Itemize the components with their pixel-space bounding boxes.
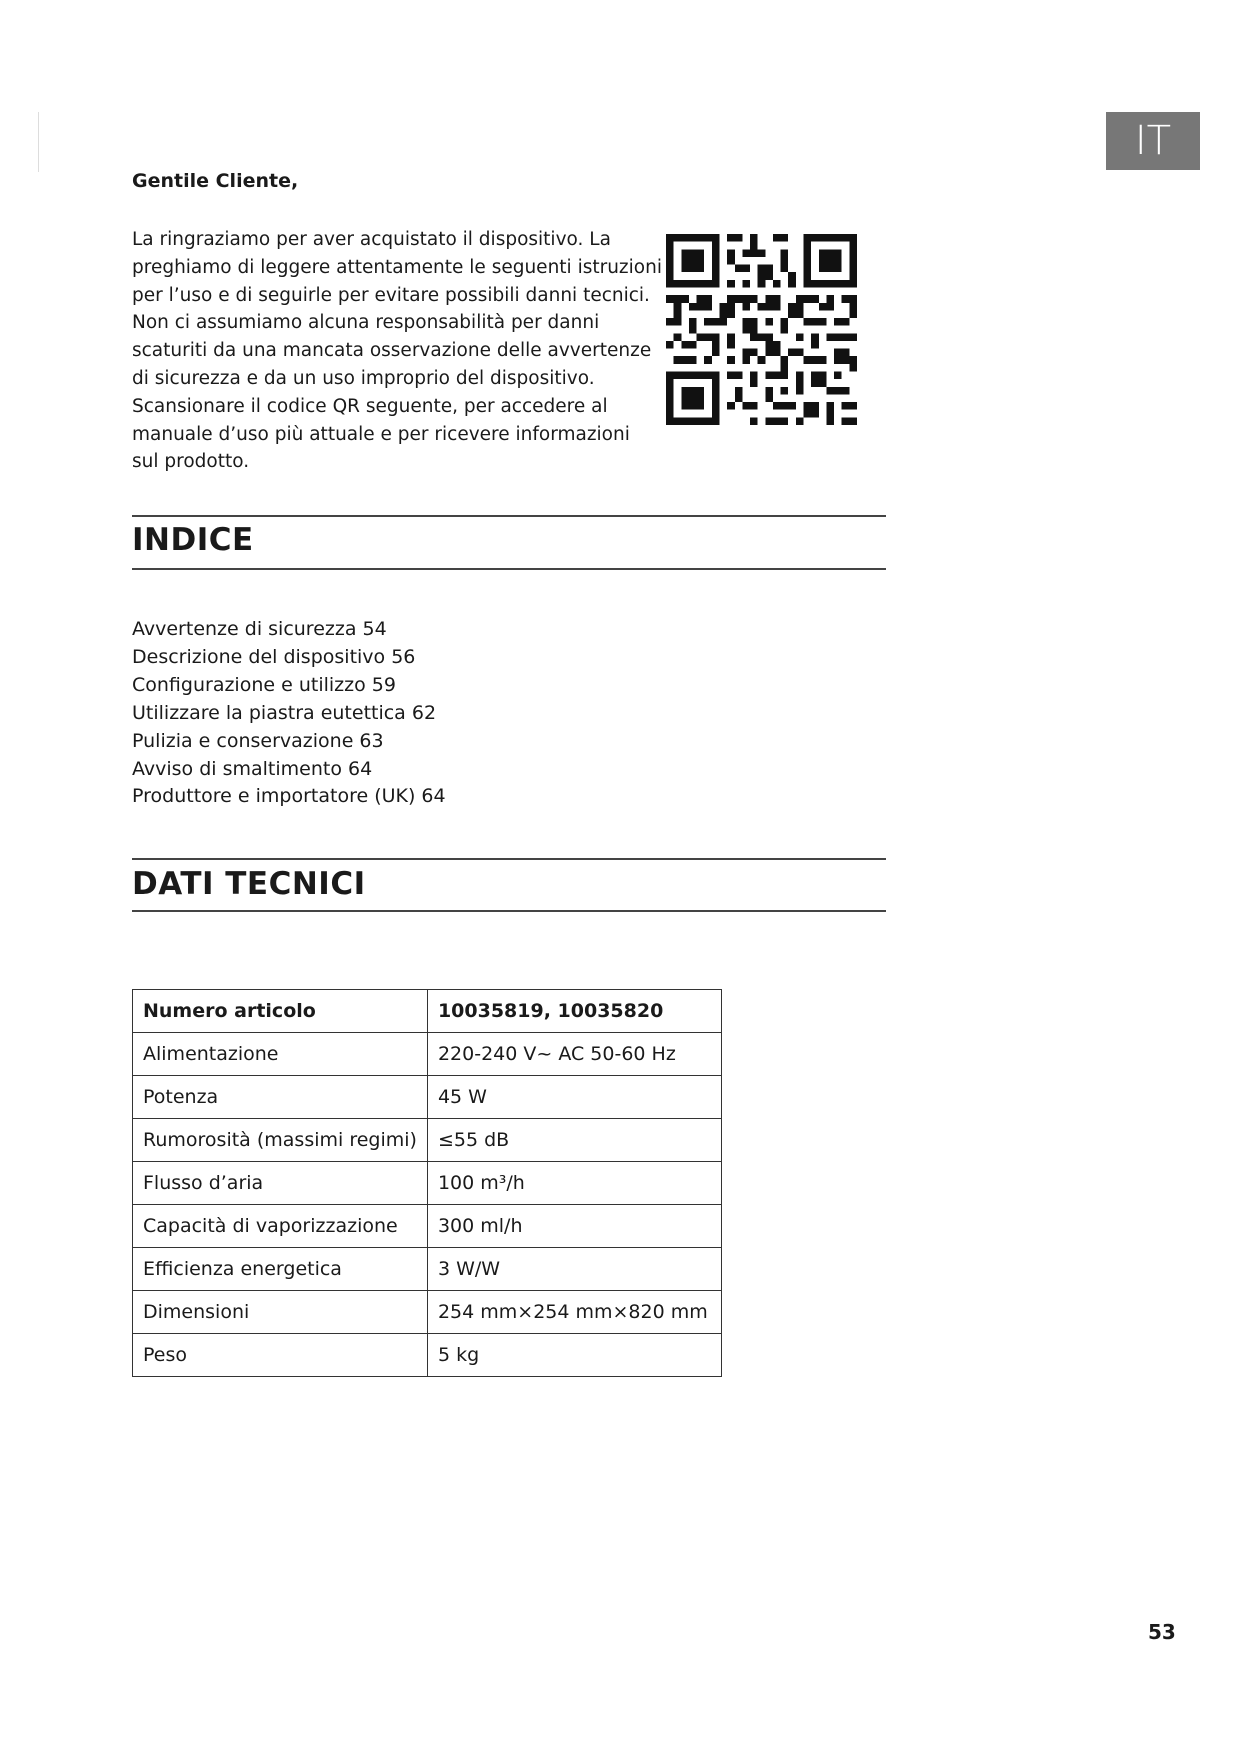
spec-value: 3 W/W — [427, 1248, 721, 1291]
language-tab: IT — [1106, 112, 1200, 170]
index-rule-bottom — [132, 568, 886, 570]
index-item[interactable]: Descrizione del dispositivo 56 — [132, 645, 416, 668]
table-row — [133, 1119, 722, 1162]
index-item[interactable]: Utilizzare la piastra eutettica 62 — [132, 701, 437, 724]
spec-value: 10035819, 10035820 — [427, 990, 721, 1033]
intro-paragraph — [132, 226, 662, 476]
index-list — [132, 616, 446, 811]
index-item[interactable]: Produttore e importatore (UK) 64 — [132, 785, 446, 808]
margin-line — [38, 112, 39, 172]
intro-line: Non ci assumiamo alcuna responsabilità per danni — [132, 312, 600, 334]
table-row — [133, 1334, 722, 1377]
index-item[interactable]: Pulizia e conservazione 63 — [132, 729, 384, 752]
technical-data-rule-top — [132, 858, 886, 860]
spec-label: Alimentazione — [133, 1033, 428, 1076]
spec-label: Peso — [133, 1334, 428, 1377]
table-row — [133, 1076, 722, 1119]
table-row — [133, 990, 722, 1033]
intro-line: La ringraziamo per aver acquistato il dispositivo. La — [132, 229, 611, 250]
index-item[interactable]: Avvertenze di sicurezza 54 — [132, 618, 387, 640]
table-row — [133, 1205, 722, 1248]
spec-label: Numero articolo — [133, 990, 428, 1033]
index-title: INDICE — [132, 522, 254, 558]
qr-code[interactable] — [666, 234, 857, 425]
table-row — [133, 1248, 722, 1291]
index-rule-top — [132, 515, 886, 517]
spec-value: 100 m³/h — [427, 1162, 721, 1205]
technical-data-rule-bottom — [132, 910, 886, 912]
spec-label: Flusso d’aria — [133, 1162, 428, 1205]
spec-label: Potenza — [133, 1076, 428, 1119]
spec-value: 254 mm×254 mm×820 mm — [427, 1291, 721, 1334]
spec-label: Efficienza energetica — [133, 1248, 428, 1291]
table-row — [133, 1291, 722, 1334]
table-row — [133, 1033, 722, 1076]
intro-line: per l’uso e di seguirle per evitare possibili danni tecnici. — [132, 284, 650, 306]
spec-value: 45 W — [427, 1076, 721, 1119]
intro-line: sul prodotto. — [132, 451, 250, 473]
spec-value: 220-240 V~ AC 50-60 Hz — [427, 1033, 721, 1076]
index-item[interactable]: Avviso di smaltimento 64 — [132, 757, 373, 780]
page-number: 53 — [1148, 1620, 1176, 1644]
table-row — [133, 1162, 722, 1205]
intro-line: Scansionare il codice QR seguente, per accedere al — [132, 395, 608, 417]
greeting: Gentile Cliente, — [132, 170, 299, 192]
spec-value: ≤55 dB — [427, 1119, 721, 1162]
intro-line: di sicurezza e da un uso improprio del dispositivo. — [132, 367, 595, 389]
intro-line: preghiamo di leggere attentamente le seguenti istruzioni — [132, 256, 662, 278]
spec-label: Dimensioni — [133, 1291, 428, 1334]
spec-value: 5 kg — [427, 1334, 721, 1377]
technical-data-table — [132, 989, 722, 1377]
index-item[interactable]: Configurazione e utilizzo 59 — [132, 673, 396, 696]
technical-data-title: DATI TECNICI — [132, 866, 366, 902]
spec-label: Capacità di vaporizzazione — [133, 1205, 428, 1248]
spec-label: Rumorosità (massimi regimi) — [133, 1119, 428, 1162]
spec-value: 300 ml/h — [427, 1205, 721, 1248]
intro-line: scaturiti da una mancata osservazione delle avvertenze — [132, 340, 652, 362]
intro-line: manuale d’uso più attuale e per ricevere informazioni — [132, 423, 630, 445]
